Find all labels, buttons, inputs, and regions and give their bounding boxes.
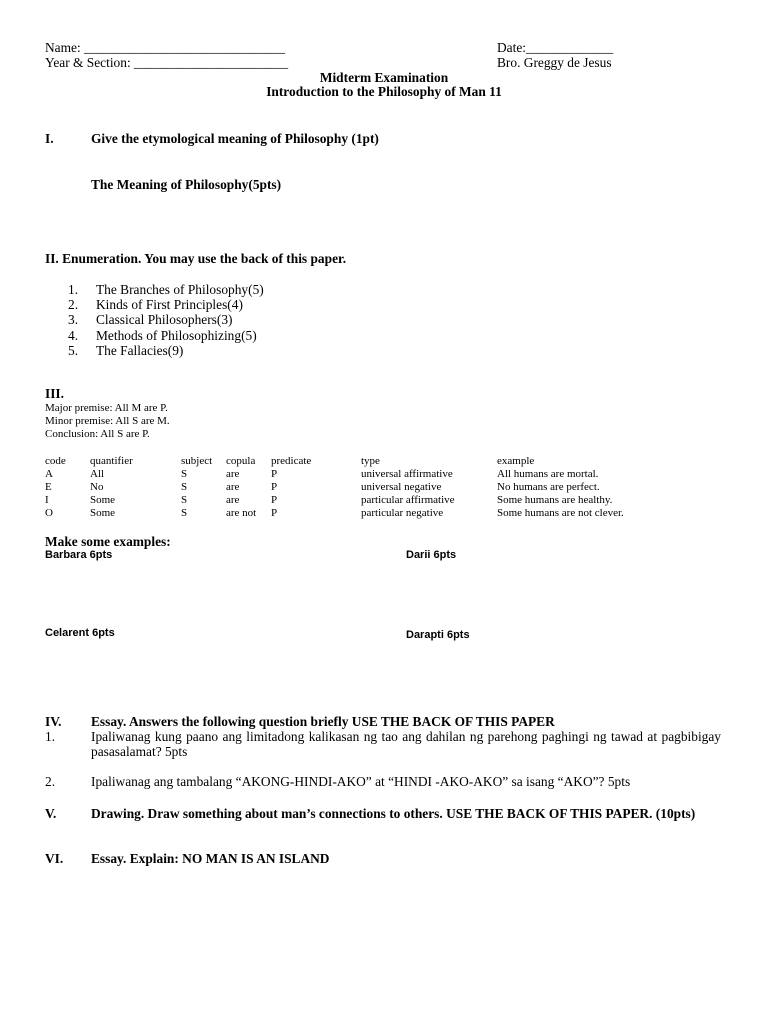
part4-number: IV. — [45, 714, 62, 729]
table-cell: Some humans are not clever. — [497, 507, 624, 519]
mood-darii: Darii 6pts — [406, 549, 457, 561]
table-cell: Some — [90, 507, 116, 519]
part5-instruction: Drawing. Draw something about man’s connections to others. USE THE BACK OF THIS PAPER. (10pts) — [91, 806, 696, 821]
part1-sub-instruction: The Meaning of Philosophy(5pts) — [91, 177, 282, 192]
table-header: predicate — [271, 455, 312, 467]
part6-instruction: Essay. Explain: NO MAN IS AN ISLAND — [91, 851, 330, 866]
course-title: Introduction to the Philosophy of Man 11 — [266, 84, 502, 99]
table-cell: are — [226, 494, 240, 506]
table-header: subject — [181, 455, 213, 467]
mood-barbara: Barbara 6pts — [45, 549, 113, 561]
part4-heading: Essay. Answers the following question briefly USE THE BACK OF THIS PAPER — [91, 714, 555, 729]
table-cell: Some — [90, 494, 116, 506]
conclusion: Conclusion: All S are P. — [45, 428, 150, 440]
mood-celarent: Celarent 6pts — [45, 627, 115, 639]
part2-heading: II. Enumeration. You may use the back of this paper. — [45, 251, 347, 266]
table-cell: S — [181, 468, 188, 480]
list-item: 2. Kinds of First Principles(4) — [68, 297, 243, 313]
examples-heading: Make some examples: — [45, 534, 171, 549]
table-cell: are not — [226, 507, 257, 519]
exam-title: Midterm Examination — [319, 70, 449, 85]
part1-number: I. — [45, 131, 54, 146]
table-cell: S — [181, 494, 188, 506]
name-field-label: Name: ______________________________ — [45, 40, 285, 55]
table-header: copula — [226, 455, 256, 467]
table-cell: S — [181, 507, 188, 519]
date-field-label: Date:_____________ — [497, 40, 614, 55]
list-item: 4. Methods of Philosophizing(5) — [68, 327, 257, 343]
table-cell: P — [271, 507, 278, 519]
part1-instruction: Give the etymological meaning of Philosophy (1pt) — [91, 131, 379, 146]
table-header: type — [361, 455, 380, 467]
table-cell: I — [45, 494, 49, 506]
table-header-row — [0, 455, 768, 468]
table-cell: All — [90, 468, 105, 480]
table-header: quantifier — [90, 455, 133, 467]
essay-question-2: Ipaliwanag ang tambalang “AKONG-HINDI-AKO” at “HINDI -AKO-AKO” sa isang “AKO”? 5pts — [91, 774, 631, 789]
q2-number: 2. — [45, 774, 56, 789]
table-cell: E — [45, 481, 52, 493]
table-cell: P — [271, 481, 278, 493]
q1-number: 1. — [45, 729, 56, 744]
table-row — [0, 507, 768, 520]
table-cell: universal negative — [361, 481, 442, 493]
enumeration-list — [0, 282, 768, 358]
list-item: 1. The Branches of Philosophy(5) — [68, 282, 264, 297]
table-cell: universal affirmative — [361, 468, 453, 480]
table-row — [0, 494, 768, 507]
syllogism-table — [0, 455, 768, 521]
list-item: 3. Classical Philosophers(3) — [68, 312, 233, 328]
table-cell: are — [226, 468, 240, 480]
table-cell: A — [45, 468, 53, 480]
table-cell: All humans are mortal. — [497, 468, 599, 480]
table-cell: S — [181, 481, 188, 493]
year-section-field-label: Year & Section: _______________________ — [45, 55, 289, 70]
table-cell: No — [90, 481, 104, 493]
table-header: code — [45, 455, 66, 467]
minor-premise: Minor premise: All S are M. — [45, 415, 170, 427]
table-row — [0, 468, 768, 481]
list-item: 5. The Fallacies(9) — [68, 342, 184, 358]
part6-number: VI. — [45, 851, 64, 866]
essay-question-1: Ipaliwanag kung paano ang limitadong kalikasan ng tao ang dahilan ng parehong paghingi ng tawad at pagbibigay pasasalamat? 5pts — [91, 729, 721, 759]
table-cell: No humans are perfect. — [497, 481, 600, 493]
table-cell: are — [226, 481, 240, 493]
table-cell: particular affirmative — [361, 494, 455, 506]
part3-heading: III. — [45, 386, 64, 401]
table-cell: O — [45, 507, 53, 519]
table-cell: Some humans are healthy. — [497, 494, 613, 506]
table-cell: P — [271, 494, 278, 506]
teacher-name: Bro. Greggy de Jesus — [497, 55, 612, 70]
table-header: example — [497, 455, 535, 467]
part5-number: V. — [45, 806, 57, 821]
table-cell: particular negative — [361, 507, 444, 519]
major-premise: Major premise: All M are P. — [45, 402, 168, 414]
table-cell: P — [271, 468, 278, 480]
table-row — [0, 481, 768, 494]
mood-darapti: Darapti 6pts — [406, 629, 470, 641]
